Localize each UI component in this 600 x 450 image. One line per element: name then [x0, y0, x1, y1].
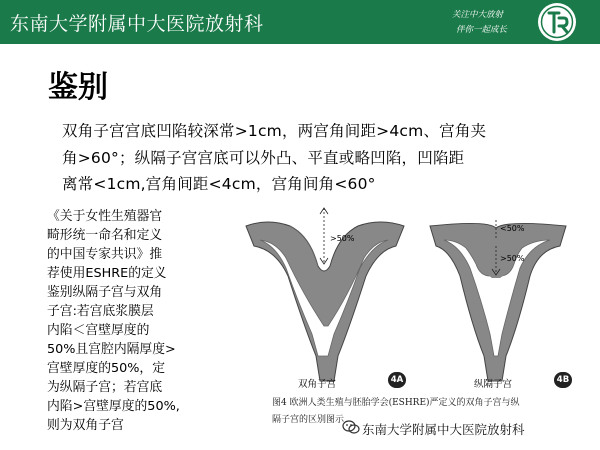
septate-uterus-shape: [430, 220, 566, 381]
hospital-department-title: 东南大学附属中大医院放射科: [10, 13, 264, 35]
right-percent-mid-label: >50%: [500, 254, 525, 263]
consensus-text-line: 则为双角子宫: [47, 418, 124, 433]
consensus-text-line: 畸形统一命名和定义: [47, 228, 163, 243]
left-percent-label: >50%: [330, 234, 355, 243]
definition-line: 角>60°；纵隔子宫宫底可以外凸、平直或略凹陷，凹陷距: [62, 149, 465, 167]
bicornuate-uterus-shape: [246, 208, 404, 381]
consensus-text-line: 鉴别纵隔子宫与双角: [47, 285, 163, 300]
consensus-text-line: 50%且宫腔内隔厚度>: [47, 342, 176, 357]
consensus-text-line: 内陷>宫壁厚度的50%,: [47, 399, 180, 414]
definition-line: 离常<1cm,宫角间距<4cm，宫角间角<60°: [62, 175, 376, 193]
consensus-text-line: 宫壁厚度的50%，定: [47, 361, 166, 376]
wechat-icon: [342, 418, 360, 436]
uterus-diagram: [238, 206, 590, 444]
consensus-text-line: 内陷＜宫壁厚度的: [47, 323, 150, 338]
figure-caption-line-2: 隔子宫的区别图示: [272, 415, 345, 425]
bicornuate-label: 双角子宫: [298, 379, 337, 390]
figure-badge-4b: 4B: [554, 372, 572, 388]
hospital-emblem-icon: [537, 2, 577, 42]
header-bar: [0, 0, 600, 44]
slogan-line-2: 伴你一起成长: [456, 25, 508, 35]
right-percent-top-label: <50%: [500, 224, 525, 233]
figure-caption-line-1: 图4 欧洲人类生殖与胚胎学会(ESHRE)严定义的双角子宫与纵: [272, 398, 520, 408]
definition-line: 双角子宫宫底凹陷较深常>1cm，两宫角间距>4cm、宫角夹: [62, 122, 487, 140]
consensus-text-line: 子宫:若宫底浆膜层: [47, 304, 154, 319]
septate-label: 纵隔子宫: [474, 379, 513, 390]
figure-badge-4a: 4A: [388, 372, 406, 388]
consensus-text-line: 荐使用ESHRE的定义: [47, 266, 167, 281]
consensus-text-line: 的中国专家共识》推: [47, 247, 163, 262]
consensus-text-line: 为纵隔子宫；若宫底: [47, 380, 163, 395]
consensus-text-line: 《关于女性生殖器官: [47, 209, 163, 224]
eshre-figure: [238, 206, 590, 444]
watermark-text: 东南大学附属中大医院放射科: [362, 422, 525, 437]
page-title: 鉴别: [48, 70, 108, 105]
slogan-line-1: 关注中大放射: [452, 10, 504, 20]
